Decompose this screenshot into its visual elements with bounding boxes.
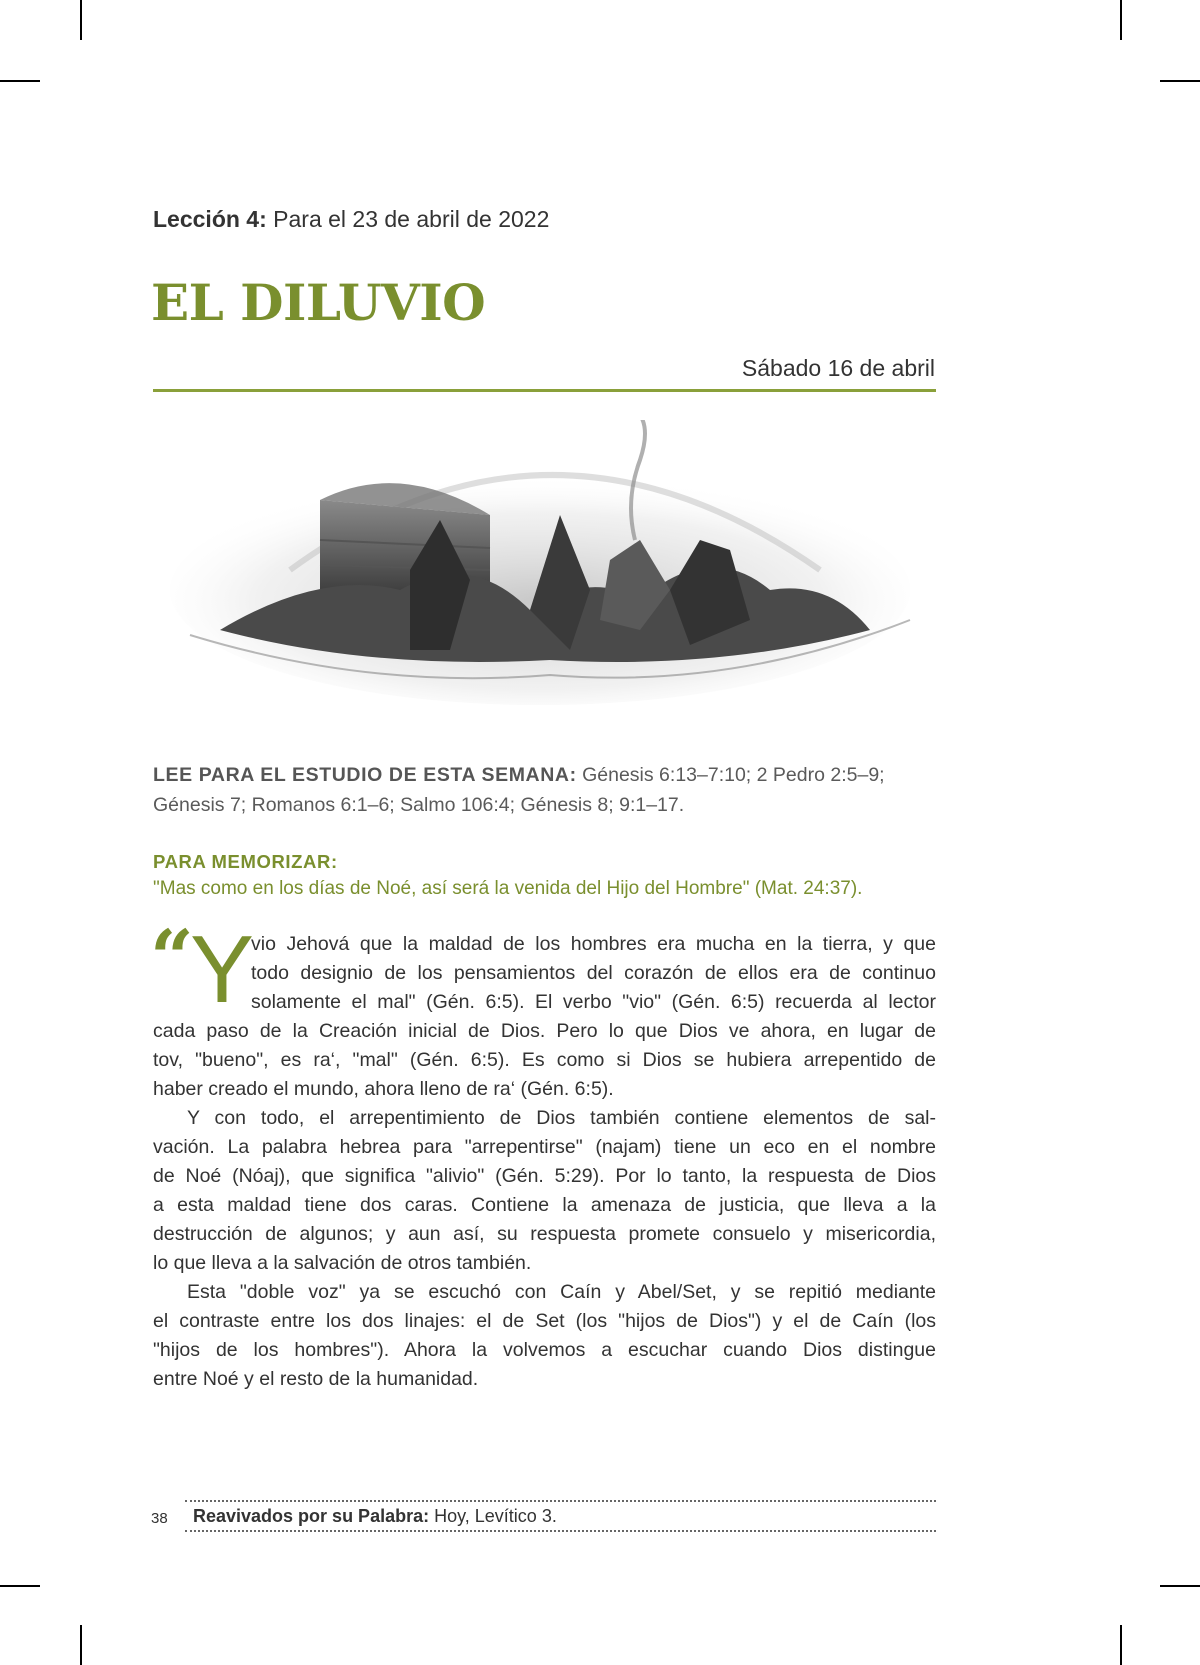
crop-mark [1120,0,1122,40]
body-line: solamente el mal" (Gén. 6:5). El verbo "vio" (Gén. 6:5) recuerda al lector [251,991,936,1013]
reading-label: LEE PARA EL ESTUDIO DE ESTA SEMANA: [153,764,577,786]
crop-mark [1120,1625,1122,1665]
body-line: vación. La palabra hebrea para "arrepentirse" (najam) tiene un eco en el nombre [153,1136,936,1158]
page-title: EL DILUVIO [151,273,486,332]
body-line: "hijos de los hombres"). Ahora la volvemos a escuchar cuando Dios distingue [153,1339,936,1361]
body-line: todo designio de los pensamientos del corazón de ellos era de continuo [251,962,936,984]
body-line: Esta "doble voz" ya se escuchó con Caín y Abel/Set, y se repitió mediante [187,1281,936,1303]
lesson-line [153,206,549,233]
body-line: entre Noé y el resto de la humanidad. [153,1368,479,1390]
crop-mark [0,1585,40,1587]
body-line: tov, "bueno", es ra‘, "mal" (Gén. 6:5). Es como si Dios se hubiera arrepentido de [153,1049,936,1071]
body-line: de Noé (Nóaj), que significa "alivio" (Gén. 5:29). Por lo tanto, la respuesta de Dios [153,1165,936,1187]
crop-mark [80,1625,82,1665]
footer-label: Reavivados por su Palabra: [193,1506,430,1526]
ark-illustration [170,420,920,720]
lesson-date: Para el 23 de abril de 2022 [273,206,550,232]
footer-rule-top [185,1500,936,1502]
body-line: lo que lleva a la salvación de otros también. [153,1252,532,1274]
body-line: destrucción de algunos; y aun así, su respuesta promete consuelo y misericordia, [153,1223,936,1245]
day-label: Sábado 16 de abril [741,355,935,381]
memory-verse: "Mas como en los días de Noé, así será la venida del Hijo del Hombre" (Mat. 24:37). [153,878,863,899]
body-line: haber creado el mundo, ahora lleno de ra‘ (Gén. 6:5). [153,1078,614,1100]
body-line: a esta maldad tiene dos caras. Contiene la amenaza de justicia, que lleva a la [153,1194,936,1216]
crop-mark [1160,80,1200,82]
weekly-reading [153,760,936,820]
crop-mark [0,80,40,82]
footer-rule-bottom [185,1530,936,1532]
crop-mark [1160,1585,1200,1587]
footer-note [193,1506,557,1527]
page-number: 38 [151,1510,168,1527]
body-line: cada paso de la Creación inicial de Dios. Pero lo que Dios ve ahora, en lugar de [153,1020,936,1042]
dropcap-quote: “ [150,913,194,1002]
crop-mark [80,0,82,40]
reading-refs-1: Génesis 6:13–7:10; 2 Pedro 2:5–9; [582,764,885,786]
dropcap-letter: Y [190,916,255,1023]
footer-text: Hoy, Levítico 3. [434,1506,557,1526]
memorize-label: PARA MEMORIZAR: [153,851,338,872]
body-line: Y con todo, el arrepentimiento de Dios también contiene elementos de sal- [187,1107,936,1129]
reading-refs-2: Génesis 7; Romanos 6:1–6; Salmo 106:4; Génesis 8; 9:1–17. [153,794,685,816]
body-line: vio Jehová que la maldad de los hombres era mucha en la tierra, y que [251,933,936,955]
lesson-label: Lección 4: [153,206,267,232]
body-line: el contraste entre los dos linajes: el de Set (los "hijos de Dios") y el de Caín (los [153,1310,936,1332]
body-text [153,930,936,1394]
title-rule [153,389,936,392]
